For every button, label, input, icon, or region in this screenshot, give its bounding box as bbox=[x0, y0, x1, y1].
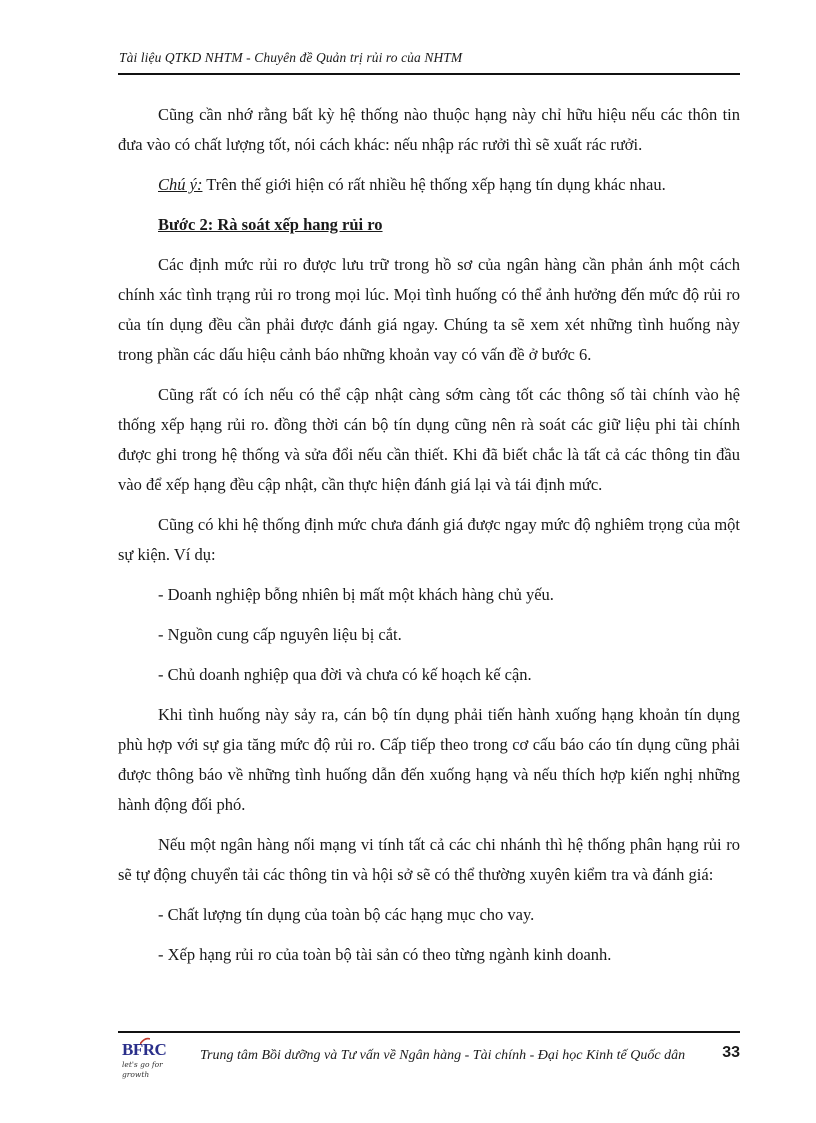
list-item: - Chủ doanh nghiệp qua đời và chưa có kế hoạch kế cận. bbox=[158, 665, 532, 684]
list-item: - Chất lượng tín dụng của toàn bộ các hạng mục cho vay. bbox=[158, 905, 535, 924]
page-body bbox=[118, 100, 740, 980]
footer-text: Trung tâm Bồi dưỡng và Tư vấn về Ngân hàng - Tài chính - Đại học Kinh tế Quốc dân bbox=[200, 1048, 686, 1063]
paragraph-data-quality: Cũng cần nhớ rằng bất kỳ hệ thống nào thuộc hạng này chỉ hữu hiệu nếu các thôn tin đưa vào có chất lượng tốt, nói cách khác: nếu nhập rác rưởi thì sẽ xuất rác rưởi. bbox=[118, 105, 740, 154]
list-item: - Xếp hạng rủi ro của toàn bộ tài sản có theo từng ngành kinh doanh. bbox=[158, 945, 612, 964]
paragraph-update-parameters: Cũng rất có ích nếu có thể cập nhật càng sớm càng tốt các thông số tài chính vào hệ thống xếp hạng rủi ro. đồng thời cán bộ tín dụng cũng nên rà soát các giữ liệu phi tài chính được ghi trong hệ thống và sửa đổi nếu cần thiết. Khi đã biết chắc là tất cả các thông tin đầu vào để xếp hạng đều cập nhật, cần thực hiện đánh giá lại và tái định mức. bbox=[118, 385, 740, 494]
header-divider bbox=[118, 73, 740, 75]
page-header bbox=[118, 50, 740, 75]
bfrc-logo bbox=[122, 1041, 184, 1081]
list-item: - Nguồn cung cấp nguyên liệu bị cắt. bbox=[158, 625, 402, 644]
logo-swoosh-icon bbox=[140, 1037, 150, 1045]
logo-brand: BFRC bbox=[122, 1040, 167, 1059]
page-number: 33 bbox=[722, 1044, 740, 1061]
paragraph-rating-system: Cũng có khi hệ thống định mức chưa đánh giá được ngay mức độ nghiêm trọng của một sự kiện. Ví dụ: bbox=[118, 515, 741, 564]
note-text: Trên thế giới hiện có rất nhiều hệ thống xếp hạng tín dụng khác nhau. bbox=[202, 175, 666, 194]
section-heading bbox=[118, 210, 740, 240]
header-title: Tài liệu QTKD NHTM - Chuyên đề Quản trị rủi ro của NHTM bbox=[119, 50, 463, 65]
heading-step-2: Bước 2: Rà soát xếp hang rủi ro bbox=[158, 215, 383, 234]
logo-tagline: let's go for growth bbox=[122, 1060, 163, 1079]
note-label: Chú ý: bbox=[158, 175, 203, 194]
note-paragraph bbox=[118, 170, 740, 200]
paragraph-downgrade: Khi tình huống này sảy ra, cán bộ tín dụng phải tiến hành xuống hạng khoản tín dụng phù hợp với sự gia tăng mức độ rủi ro. Cấp tiếp theo trong cơ cấu báo cáo tín dụng cũng phải được thông báo về những tình huống dẫn đến xuống hạng và nếu thích hợp kiến nghị những hành động đối phó. bbox=[118, 705, 740, 814]
paragraph-network: Nếu một ngân hàng nối mạng vi tính tất cả các chi nhánh thì hệ thống phân hạng rủi ro sẽ tự động chuyển tải các thông tin và hội sở sẽ có thể thường xuyên kiểm tra và đánh giá: bbox=[118, 835, 740, 884]
list-item: - Doanh nghiệp bỗng nhiên bị mất một khách hàng chủ yếu. bbox=[158, 585, 554, 604]
page-footer bbox=[118, 1031, 740, 1083]
paragraph-risk-ratings: Các định mức rủi ro được lưu trữ trong hồ sơ của ngân hàng cần phản ánh một cách chính xác tình trạng rủi ro trong mọi lúc. Mọi tình huống có thể ảnh hưởng đến mức độ rủi ro của tín dụng đều cần phải được đánh giá ngay. Chúng ta sẽ xem xét những tình huống này trong phần các dấu hiệu cảnh báo những khoản vay có vấn đề ở bước 6. bbox=[118, 255, 740, 364]
